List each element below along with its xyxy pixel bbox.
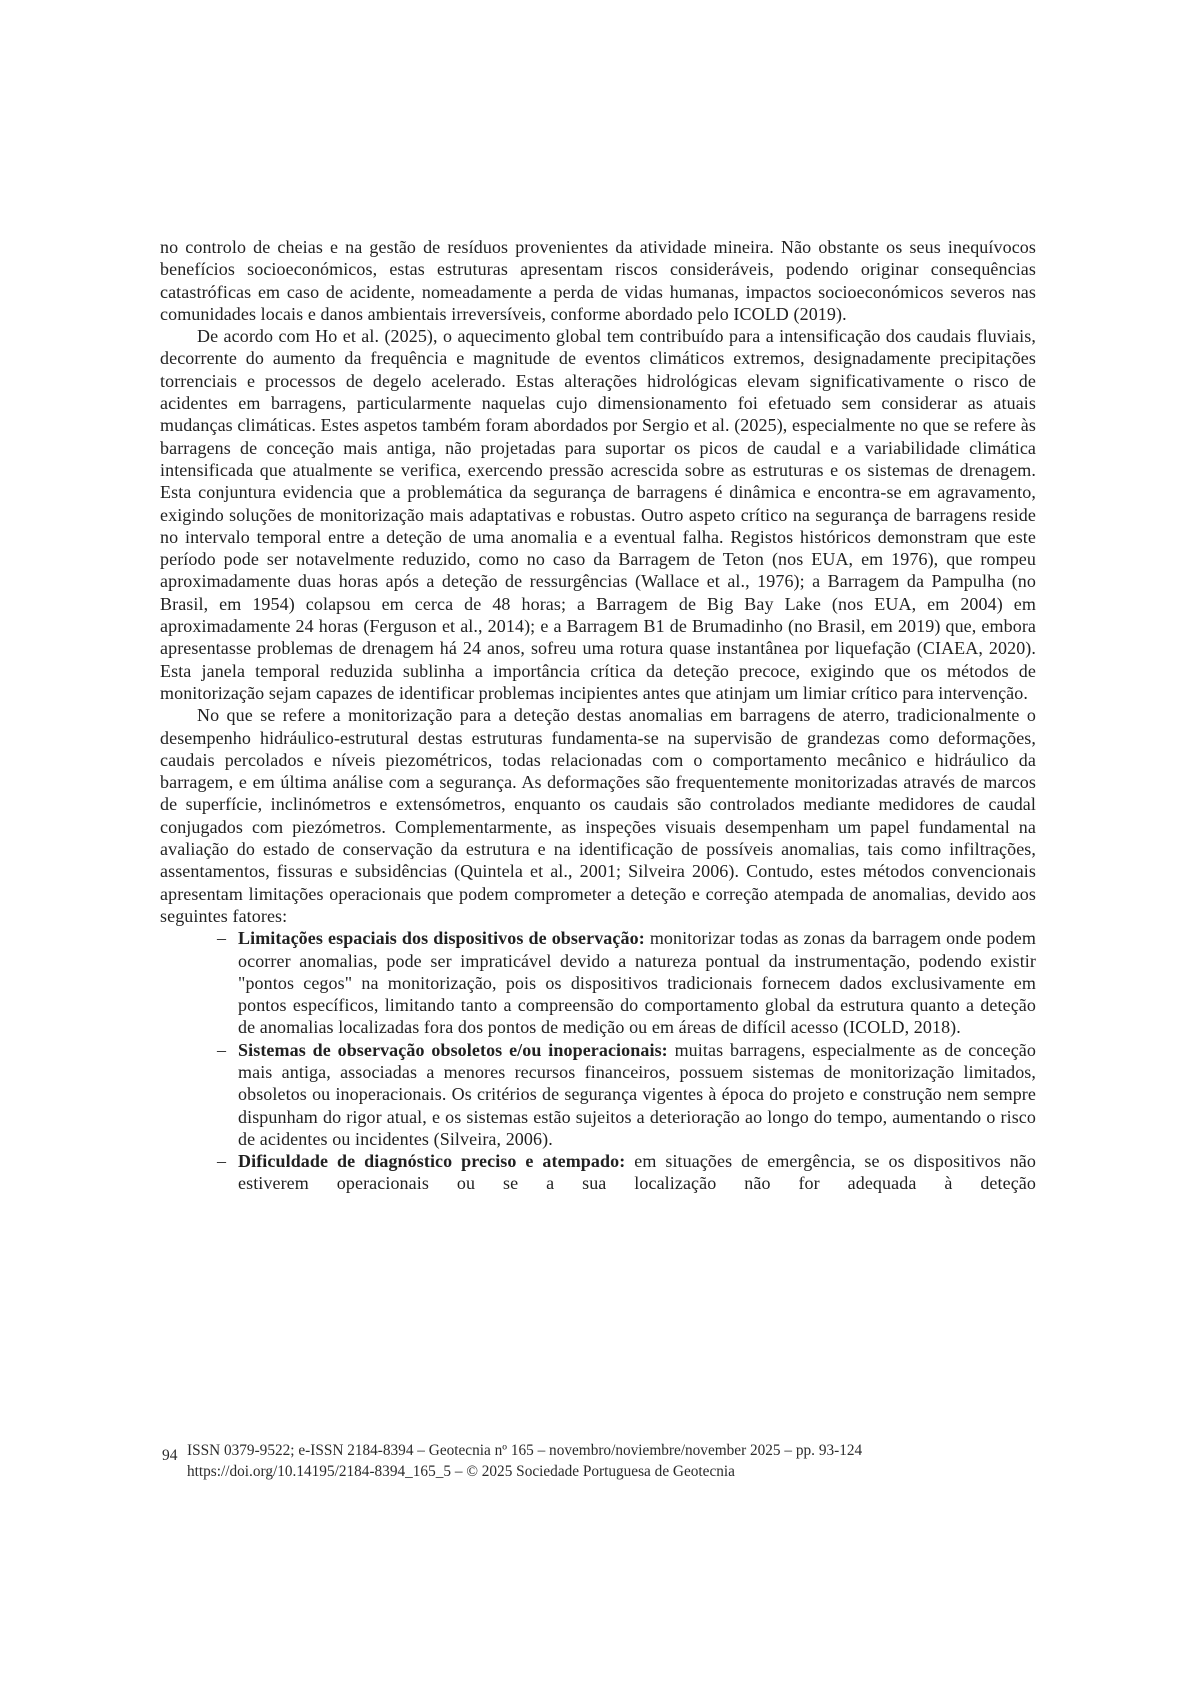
page-footer — [160, 1441, 1042, 1482]
dash-bullet-icon: – — [217, 1039, 227, 1060]
bullet-body-text: monitorizar todas as zonas da barragem onde podem ocorrer anomalias, pode ser impraticável devido a natureza pontual da instrumentação, podendo existir "pontos cegos" na monitorização, pois os dispositivos tradicionais fornecem dados exclusivamente em pontos específicos, limitando tanto a compreensão do comportamento global da estrutura quanto a deteção de anomalias localizadas fora dos pontos de medição ou em áreas de difícil acesso (ICOLD, 2018). — [238, 928, 1036, 1038]
footer-lines — [187, 1441, 1042, 1482]
footer-doi-line: https://doi.org/10.14195/2184-8394_165_5 – © 2025 Sociedade Portuguesa de Geotecnia — [187, 1462, 735, 1480]
page-number: 94 — [162, 1447, 178, 1464]
dash-bullet-icon: – — [217, 928, 227, 949]
list-item-spatial-limitations — [160, 927, 1036, 1038]
dash-bullet-icon: – — [217, 1151, 227, 1172]
bullet-lead-text: Limitações espaciais dos dispositivos de observação: — [238, 928, 645, 949]
list-item-diagnosis-difficulty — [160, 1150, 1036, 1195]
bullet-lead-text: Dificuldade de diagnóstico preciso e atempado: — [238, 1151, 626, 1172]
bullet-body-text: muitas barragens, especialmente as de conceção mais antiga, associadas a menores recursos financeiros, possuem sistemas de monitorização limitados, obsoletos ou inoperacionais. Os critérios de segurança vigentes à época do projeto e construção nem sempre dispunham do rigor atual, e os sistemas estão sujeitos a deterioração ao longo do tempo, aumentando o risco de acidentes ou incidentes (Silveira, 2006). — [238, 1039, 1036, 1149]
paragraph-monitoring-methods: No que se refere a monitorização para a deteção destas anomalias em barragens de aterro, tradicionalmente o desempenho hidráulico-estrutural destas estruturas fundamenta-se na supervisão de grandezas como deformações, caudais percolados e níveis piezométricos, todas relacionadas com o comportamento mecânico e hidráulico da barragem, e em última análise com a segurança. As deformações são frequentemente monitorizadas através de marcos de superfície, inclinómetros e extensómetros, enquanto os caudais são controlados mediante medidores de caudal conjugados com piezómetros. Complementarmente, as inspeções visuais desempenham um papel fundamental na avaliação do estado de conservação da estrutura e na identificação de possíveis anomalias, tais como infiltrações, assentamentos, fissuras e subsidências (Quintela et al., 2001; Silveira 2006). Contudo, estes métodos convencionais apresentam limitações operacionais que podem comprometer a deteção e correção atempada de anomalias, devido aos seguintes fatores: — [160, 705, 1036, 926]
body-text — [160, 236, 1036, 1195]
bullet-body-text: em situações de emergência, se os dispositivos não estiverem operacionais ou se a sua localização não for adequada à deteção — [238, 1151, 1037, 1194]
bullet-lead-text: Sistemas de observação obsoletos e/ou inoperacionais: — [238, 1039, 668, 1060]
paragraph-intro-continuation: no controlo de cheias e na gestão de resíduos provenientes da atividade mineira. Não obstante os seus inequívocos benefícios socioeconómicos, estas estruturas apresentam riscos consideráveis, podendo originar consequências catastróficas em caso de acidente, nomeadamente a perda de vidas humanas, impactos socioeconómicos severos nas comunidades locais e danos ambientais irreversíveis, conforme abordado pelo ICOLD (2019). — [160, 237, 1036, 324]
paragraph-climate-change: De acordo com Ho et al. (2025), o aquecimento global tem contribuído para a intensificação dos caudais fluviais, decorrente do aumento da frequência e magnitude de eventos climáticos extremos, designadamente precipitações torrenciais e processos de degelo acelerado. Estas alterações hidrológicas elevam significativamente o risco de acidentes em barragens, particularmente naquelas cujo dimensionamento foi efetuado sem considerar as atuais mudanças climáticas. Estes aspetos também foram abordados por Sergio et al. (2025), especialmente no que se refere às barragens de conceção mais antiga, não projetadas para suportar os picos de caudal e a variabilidade climática intensificada que atualmente se verifica, exercendo pressão acrescida sobre as estruturas e os sistemas de drenagem. Esta conjuntura evidencia que a problemática da segurança de barragens é dinâmica e encontra-se em agravamento, exigindo soluções de monitorização mais adaptativas e robustas. Outro aspeto crítico na segurança de barragens reside no intervalo temporal entre a deteção de uma anomalia e a eventual falha. Registos históricos demonstram que este período pode ser notavelmente reduzido, como no caso da Barragem de Teton (nos EUA, em 1976), que rompeu aproximadamente duas horas após a deteção de ressurgências (Wallace et al., 1976); a Barragem da Pampulha (no Brasil, em 1954) colapsou em cerca de 48 horas; a Barragem de Big Bay Lake (nos EUA, em 2004) em aproximadamente 24 horas (Ferguson et al., 2014); e a Barragem B1 de Brumadinho (no Brasil, em 2019) que, embora apresentasse problemas de drenagem há 24 anos, sofreu uma rotura quase instantânea por liquefação (CIAEA, 2020). Esta janela temporal reduzida sublinha a importância crítica da deteção precoce, exigindo que os métodos de monitorização sejam capazes de identificar problemas incipientes antes que atinjam um limiar crítico para intervenção. — [160, 326, 1036, 703]
footer-issn-line: ISSN 0379-9522; e-ISSN 2184-8394 – Geotecnia nº 165 – novembro/noviembre/november 2025 – pp. 93-124 — [187, 1442, 863, 1459]
list-item-obsolete-systems — [160, 1039, 1036, 1150]
